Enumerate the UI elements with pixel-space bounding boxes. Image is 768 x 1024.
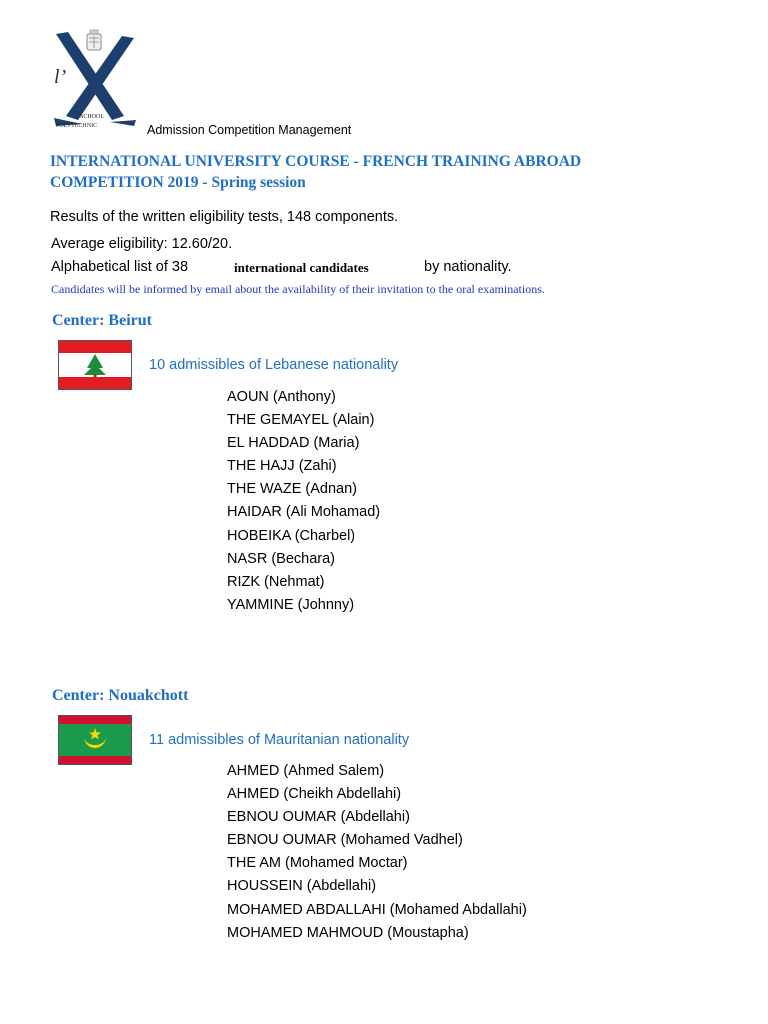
list-prefix: Alphabetical list of 38: [51, 259, 189, 275]
competition-title-line2: [50, 174, 306, 192]
list-item: AOUN (Anthony): [227, 389, 336, 405]
list-bold-text: international candidates: [234, 260, 369, 275]
list-item: HOUSSEIN (Abdellahi): [227, 878, 377, 895]
school-logo: [52, 28, 138, 132]
list-item: RIZK (Nehmat): [227, 573, 325, 590]
mauritania-flag-icon: [58, 715, 132, 765]
list-item: HOBEIKA (Charbel): [227, 527, 356, 544]
list-item: YAMMINE (Johnny): [227, 596, 355, 613]
results-text: Results of the written eligibility tests, 148 components.: [50, 209, 399, 225]
notice-text: Candidates will be informed by email about the availability of their invitation to the oral examinations.: [51, 282, 545, 296]
org-line: Admission Competition Management: [147, 123, 352, 137]
beirut-candidates-list: [227, 386, 380, 617]
list-item: THE AM (Mohamed Moctar): [227, 855, 408, 872]
list-item: NASR (Bechara): [227, 550, 335, 567]
lebanon-flag-icon: [58, 340, 132, 390]
list-item: THE WAZE (Adnan): [227, 481, 357, 498]
list-item: AHMED (Ahmed Salem): [227, 763, 385, 779]
center-heading-nouakchott: Center: Nouakchott: [52, 687, 189, 704]
session-label: Spring session: [211, 174, 306, 191]
list-item: EBNOU OUMAR (Mohamed Vadhel): [227, 832, 463, 849]
list-item: EL HADDAD (Maria): [227, 435, 360, 452]
list-item: MOHAMED MAHMOUD (Moustapha): [227, 924, 469, 941]
competition-year: COMPETITION 2019 -: [50, 174, 208, 191]
nouakchott-summary: 11 admissibles of Mauritanian nationality: [149, 732, 410, 748]
average-text: Average eligibility: 12.60/20.: [51, 236, 233, 252]
logo-letter: l’: [54, 66, 67, 88]
list-item: HAIDAR (Ali Mohamad): [227, 504, 381, 521]
beirut-summary: 10 admissibles of Lebanese nationality: [149, 357, 399, 373]
list-item: THE GEMAYEL (Alain): [227, 412, 375, 429]
nouakchott-candidates-list: [227, 760, 527, 945]
list-item: THE HAJJ (Zahi): [227, 458, 337, 475]
list-item: AHMED (Cheikh Abdellahi): [227, 786, 402, 803]
logo-poly-text: POLYTECHNIC: [56, 123, 98, 129]
list-item: MOHAMED ABDALLAHI (Mohamed Abdallahi): [227, 901, 527, 918]
list-suffix: by nationality.: [424, 259, 512, 275]
list-item: EBNOU OUMAR (Abdellahi): [227, 809, 410, 826]
logo-school-text: SCHOOL: [80, 114, 105, 120]
center-heading-beirut: Center: Beirut: [52, 312, 152, 329]
competition-title-line1: INTERNATIONAL UNIVERSITY COURSE - FRENCH TRAINING ABROAD: [50, 153, 582, 170]
